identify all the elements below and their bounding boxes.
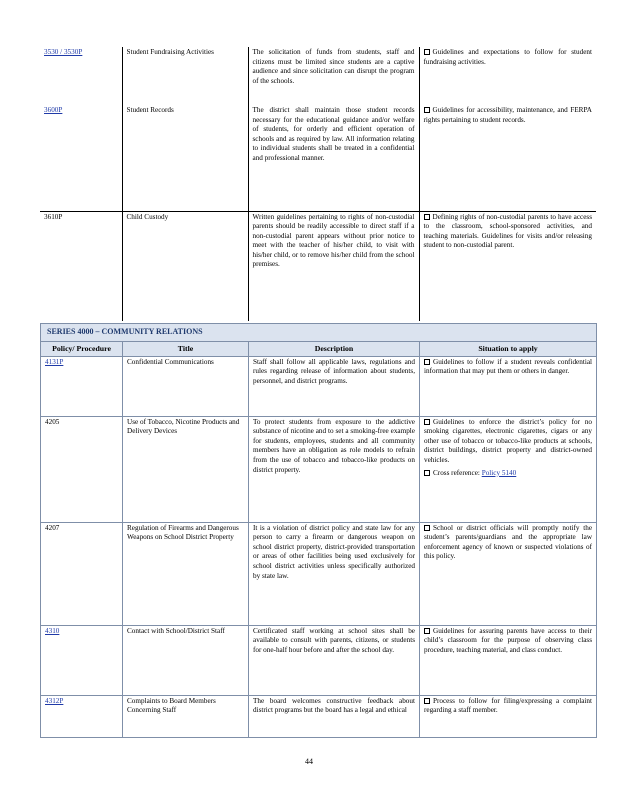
policy-title: Contact with School/District Staff <box>123 625 249 695</box>
table-row <box>40 105 596 211</box>
table-row <box>41 356 597 416</box>
policy-description: It is a violation of district policy and state law for any person to carry a firearm or dangerous weapon on school district property, district-provided transportation or areas of other facilities being used exclusively for school district activities unless specifically authorized by state law. <box>249 522 420 625</box>
policy-link[interactable]: 4312P <box>45 696 64 705</box>
checkbox-bullet-icon <box>424 470 430 476</box>
policy-table-top <box>40 47 596 321</box>
policy-title: Child Custody <box>122 211 248 321</box>
policy-description: The board welcomes constructive feedback about district programs but the board has a legal and ethical <box>249 695 420 737</box>
policy-number: 4207 <box>41 522 123 625</box>
table-row <box>41 522 597 625</box>
policy-title: Student Fundraising Activities <box>122 47 248 105</box>
table-row <box>41 625 597 695</box>
header-title: Title <box>123 342 249 357</box>
policy-description: Staff shall follow all applicable laws, regulations and rules regarding release of information about students, personnel, and district programs. <box>249 356 420 416</box>
series-heading: SERIES 4000 – COMMUNITY RELATIONS <box>41 324 597 342</box>
policy-situation: Guidelines and expectations to follow for student fundraising activities. <box>419 47 596 105</box>
page-number: 44 <box>305 757 313 766</box>
table-row <box>41 695 597 737</box>
policy-title: Student Records <box>122 105 248 211</box>
policy-link[interactable]: 4310 <box>45 626 60 635</box>
policy-table-series-4000 <box>40 323 597 738</box>
policy-situation: Guidelines for assuring parents have access to their child’s classroom for the purpose of observing class procedure, teaching material, and class conduct. <box>420 625 597 695</box>
policy-title: Use of Tobacco, Nicotine Products and Delivery Devices <box>123 416 249 522</box>
policy-situation: Process to follow for filing/expressing a complaint regarding a staff member. <box>420 695 597 737</box>
cross-reference-text: Cross reference: <box>433 468 482 477</box>
policy-link[interactable]: 3530 / 3530P <box>44 48 83 56</box>
checkbox-bullet-icon <box>424 359 430 365</box>
policy-title: Complaints to Board Members Concerning Staff <box>123 695 249 737</box>
checkbox-bullet-icon <box>424 49 430 55</box>
policy-description: The district shall maintain those student records necessary for the educational guidance and/or welfare of students, for orderly and efficient operation of schools and as required by law. All information relating to individual students shall be treated in a confidential and professional manner. <box>248 105 419 211</box>
policy-title: Regulation of Firearms and Dangerous Weapons on School District Property <box>123 522 249 625</box>
series-heading-row <box>41 324 597 342</box>
policy-description: Certificated staff working at school sites shall be available to consult with parents, citizens, or students for one-half hour before and after the school day. <box>249 625 420 695</box>
policy-link[interactable]: 3600P <box>44 106 63 114</box>
policy-description: Written guidelines pertaining to rights of non-custodial parents should be readily accessible to direct staff if a non-custodial parent appears without prior notice to meet with the teacher of his/her child, to visit with his/her child, or to remove his/her child from the school premises. <box>248 211 419 321</box>
table-row <box>40 47 596 105</box>
policy-description: To protect students from exposure to the addictive substance of nicotine and to set a smoking-free example for students, employees, students and all community members have an obligation as role models to refrain from the use of tobacco and tobacco-like products on district property. <box>249 416 420 522</box>
header-policy: Policy/ Procedure <box>41 342 123 357</box>
table-row <box>41 416 597 522</box>
policy-title: Confidential Communications <box>123 356 249 416</box>
policy-link[interactable]: 4131P <box>45 357 64 366</box>
checkbox-bullet-icon <box>424 419 430 425</box>
column-header-row <box>41 342 597 357</box>
checkbox-bullet-icon <box>424 107 430 113</box>
policy-situation: Guidelines to enforce the district’s policy for no smoking cigarettes, electronic cigarettes, cigars or any other use of tobacco or tobacco-like products at schools, district buildings, district property and district-owned vehicles. Cross reference: Policy 5140 <box>420 416 597 522</box>
cross-reference-link[interactable]: Policy 5140 <box>481 468 517 477</box>
checkbox-bullet-icon <box>424 525 430 531</box>
policy-situation: Guidelines for accessibility, maintenance, and FERPA rights pertaining to student records. <box>419 105 596 211</box>
checkbox-bullet-icon <box>424 628 430 634</box>
policy-number: 3610P <box>40 211 122 321</box>
policy-description: The solicitation of funds from students, staff and citizens must be limited since students are a captive audience and since solicitation can disrupt the program of the schools. <box>248 47 419 105</box>
policy-situation: Defining rights of non-custodial parents to have access to the classroom, school-sponsored activities, and teaching materials. Guidelines for visits and/or releasing student to non-custodial parent. <box>419 211 596 321</box>
checkbox-bullet-icon <box>424 698 430 704</box>
policy-number: 4205 <box>41 416 123 522</box>
header-description: Description <box>249 342 420 357</box>
policy-situation: School or district officials will promptly notify the student’s parents/guardians and the appropriate law enforcement agency of known or suspected violations of this policy. <box>420 522 597 625</box>
policy-situation: Guidelines to follow if a student reveals confidential information that may put them or others in danger. <box>420 356 597 416</box>
header-situation: Situation to apply <box>420 342 597 357</box>
table-row <box>40 211 596 321</box>
checkbox-bullet-icon <box>424 214 430 220</box>
